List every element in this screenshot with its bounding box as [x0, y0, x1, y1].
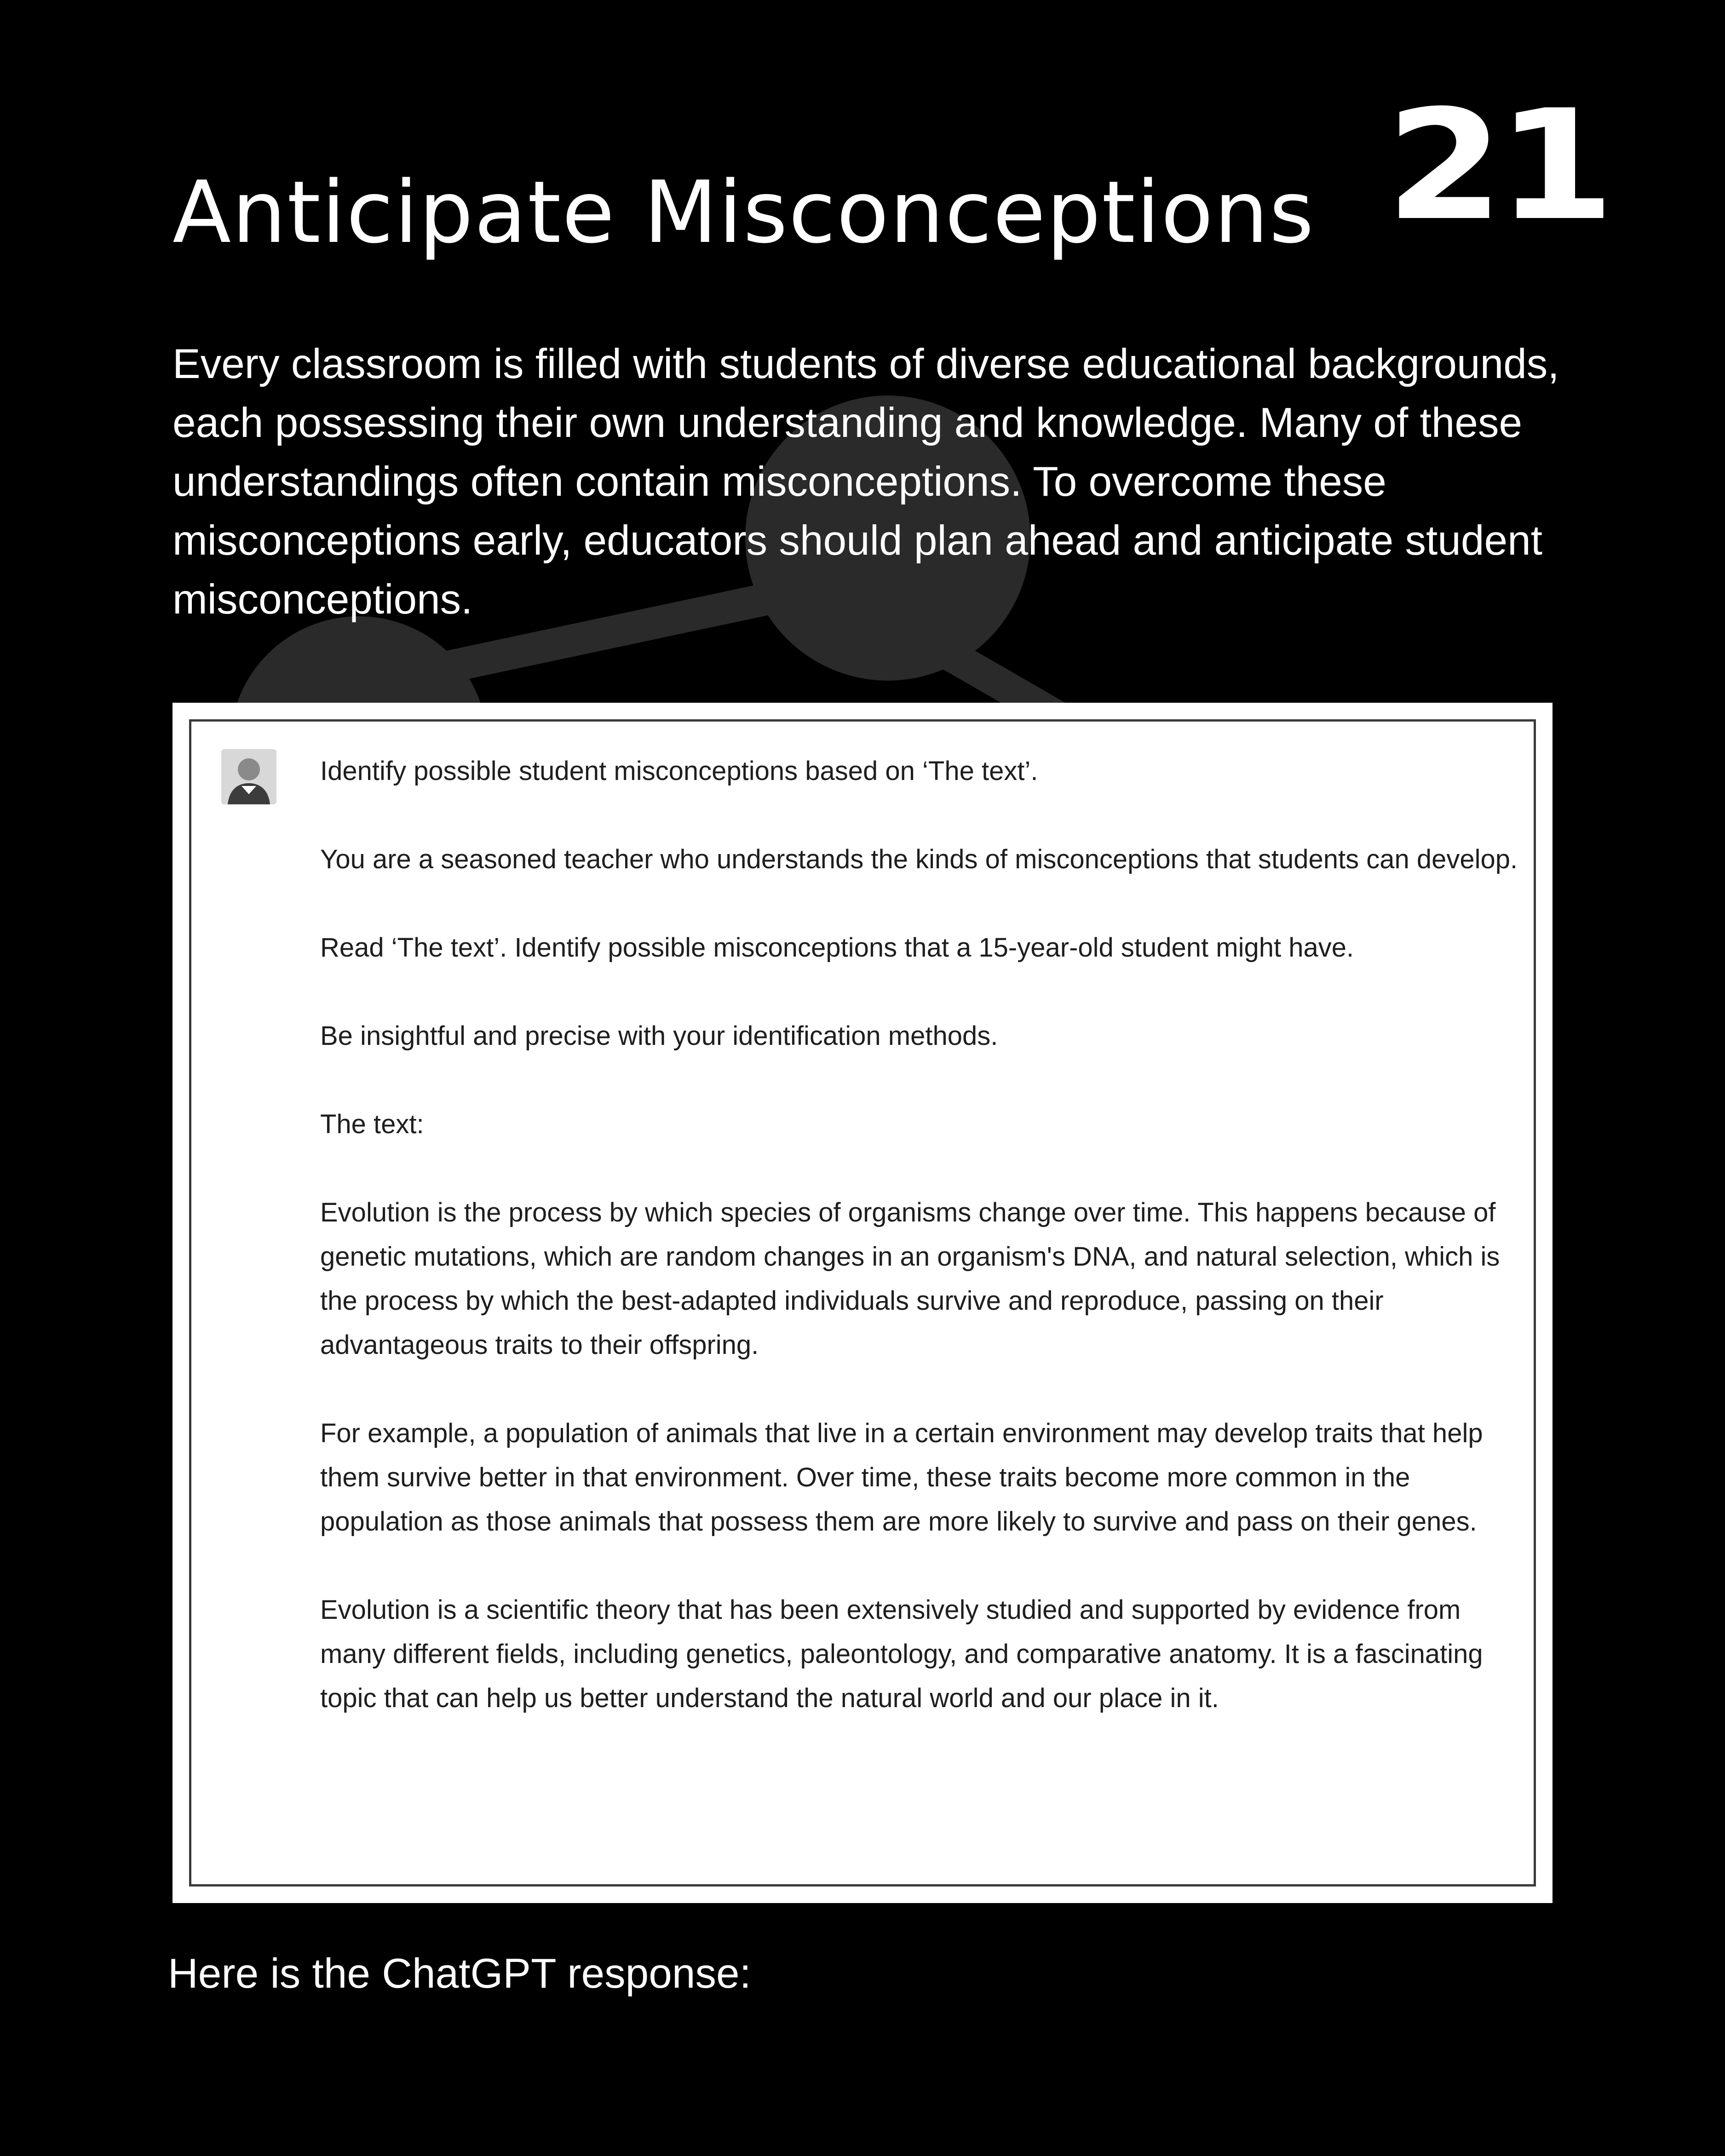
prompt-paragraph: Evolution is a scientific theory that has been extensively studied and supported by evidence from many different fields, including genetics, paleontology, and comparative anatomy. It is a fascinating topic that can help us better understand the natural world and our place in it. [320, 1595, 1483, 1713]
chat-message-frame [189, 719, 1536, 1886]
response-caption: Here is the ChatGPT response: [168, 1950, 751, 1997]
page-title: Anticipate Misconceptions [172, 162, 1315, 262]
prompt-paragraph: Identify possible student misconceptions based on ‘The text’. [320, 756, 1038, 786]
page-number: 21 [1386, 77, 1608, 254]
prompt-paragraph: Read ‘The text’. Identify possible misconceptions that a 15-year-old student might have. [320, 933, 1354, 963]
prompt-paragraph: Be insightful and precise with your identification methods. [320, 1021, 998, 1051]
prompt-paragraph: You are a seasoned teacher who understands the kinds of misconceptions that students can develop. [320, 844, 1518, 874]
prompt-paragraph: The text: [320, 1109, 424, 1139]
prompt-paragraph: For example, a population of animals that live in a certain environment may develop traits that help them survive better in that environment. Over time, these traits become more common in the population as those animals that possess them are more likely to survive and pass on their genes. [320, 1418, 1483, 1537]
user-avatar-icon [221, 749, 276, 804]
chat-screenshot [172, 703, 1552, 1903]
user-prompt [320, 749, 1525, 1720]
intro-paragraph: Every classroom is filled with students of diverse educational backgrounds, each possessing their own understanding and knowledge. Many of these understandings often contain misconceptions. To overcome these misconceptions early, educators should plan ahead and anticipate student misconceptions. [172, 341, 1559, 623]
prompt-paragraph: Evolution is the process by which species of organisms change over time. This happens because of genetic mutations, which are random changes in an organism's DNA, and natural selection, which is the process by which the best-adapted individuals survive and reproduce, passing on their advantageous traits to their offspring. [320, 1198, 1500, 1360]
